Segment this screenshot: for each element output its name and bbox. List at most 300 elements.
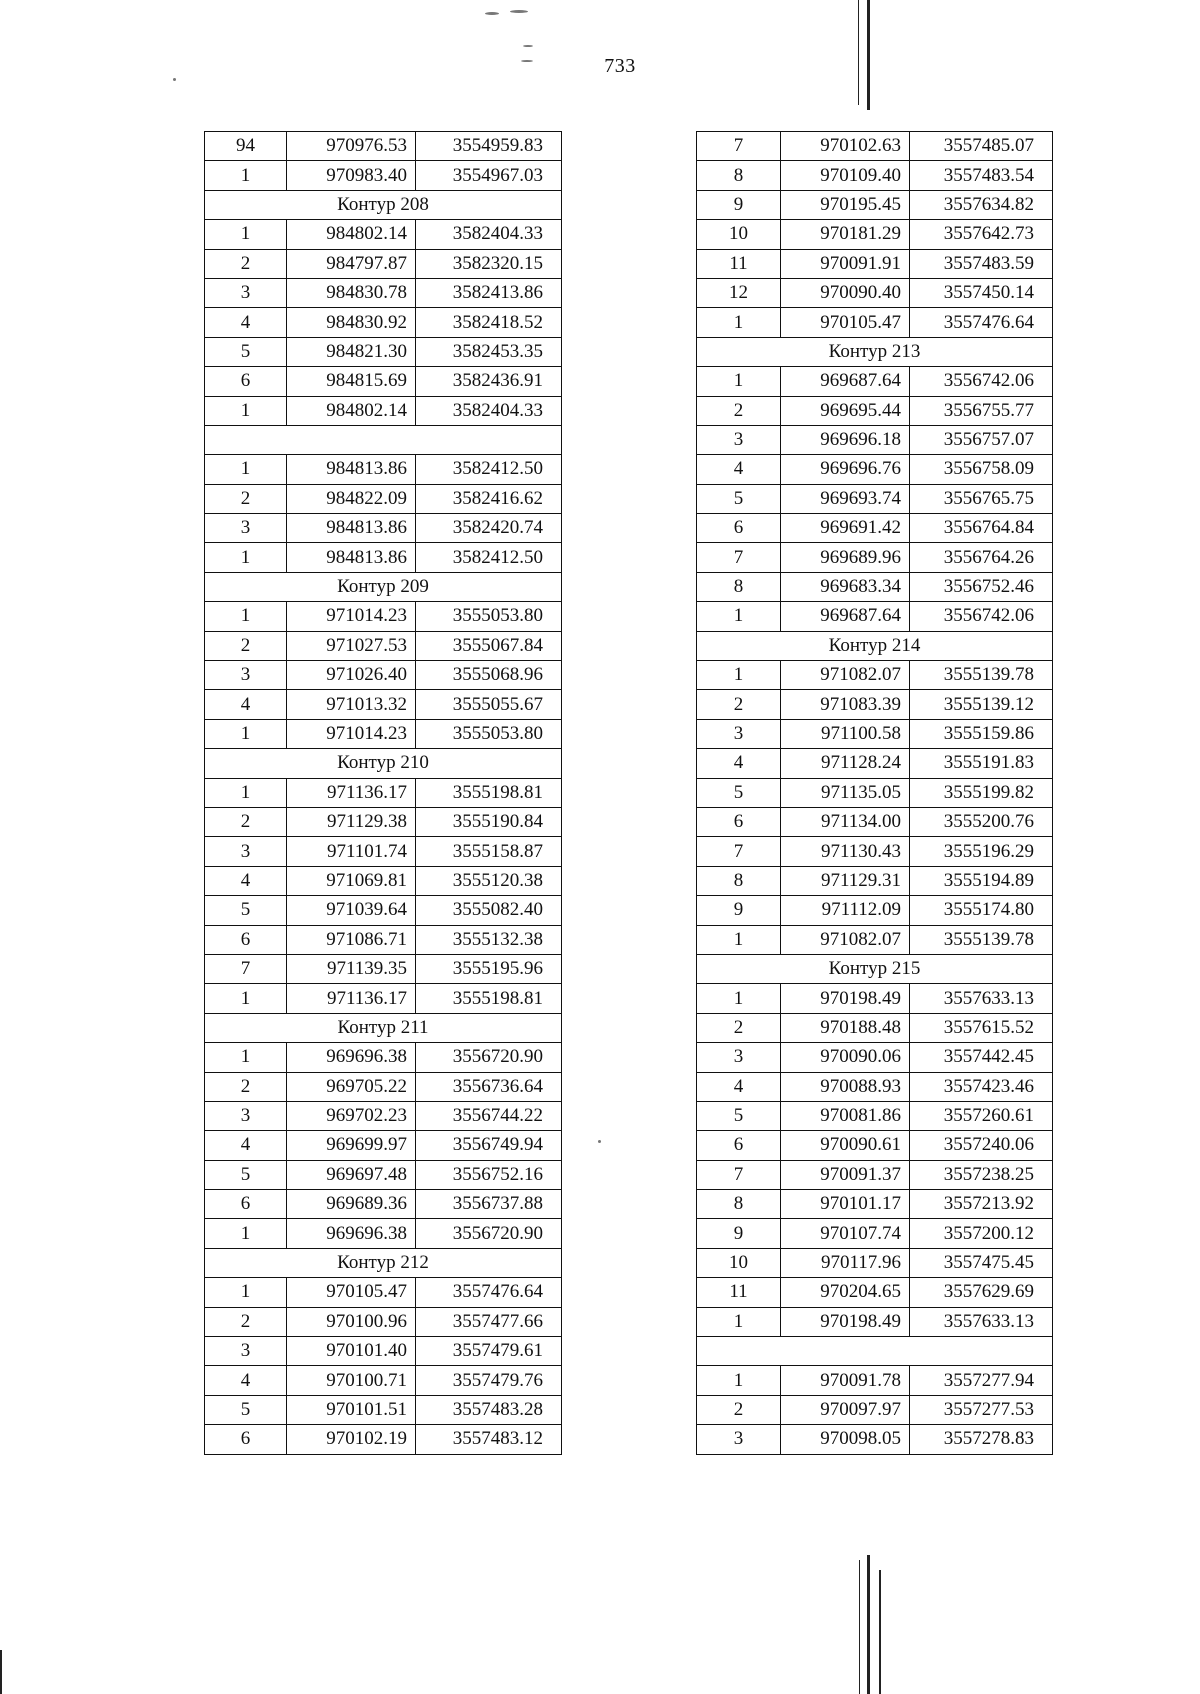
y-coordinate: 3557642.73: [910, 220, 1053, 249]
point-number: 1: [205, 778, 287, 807]
y-coordinate: 3555068.96: [416, 661, 562, 690]
x-coordinate: 970102.19: [287, 1425, 416, 1454]
point-number: 6: [205, 1190, 287, 1219]
coordinate-row: [697, 1395, 1053, 1424]
x-coordinate: 971082.07: [781, 661, 910, 690]
coordinate-row: [697, 543, 1053, 572]
y-coordinate: 3556752.46: [910, 572, 1053, 601]
y-coordinate: 3556744.22: [416, 1101, 562, 1130]
y-coordinate: 3556765.75: [910, 484, 1053, 513]
y-coordinate: 3555174.80: [910, 896, 1053, 925]
y-coordinate: 3557278.83: [910, 1425, 1053, 1454]
coordinate-row: [697, 308, 1053, 337]
coordinate-row: [697, 1278, 1053, 1307]
x-coordinate: 971139.35: [287, 954, 416, 983]
point-number: 4: [697, 455, 781, 484]
coordinate-row: [697, 1160, 1053, 1189]
x-coordinate: 970117.96: [781, 1248, 910, 1277]
x-coordinate: 971136.17: [287, 778, 416, 807]
y-coordinate: 3556720.90: [416, 1219, 562, 1248]
coordinate-row: [205, 1131, 562, 1160]
point-number: 4: [205, 866, 287, 895]
x-coordinate: 970204.65: [781, 1278, 910, 1307]
contour-title: [697, 1337, 1053, 1366]
coordinate-row: [697, 190, 1053, 219]
point-number: 1: [205, 161, 287, 190]
y-coordinate: 3555055.67: [416, 690, 562, 719]
coordinate-row: [205, 837, 562, 866]
coordinate-row: [697, 425, 1053, 454]
contour-header-row: [697, 954, 1053, 983]
coordinate-row: [205, 514, 562, 543]
point-number: 1: [697, 925, 781, 954]
scan-speck: [173, 78, 176, 81]
point-number: 10: [697, 220, 781, 249]
x-coordinate: 971129.38: [287, 807, 416, 836]
point-number: 4: [205, 1366, 287, 1395]
y-coordinate: 3582412.50: [416, 455, 562, 484]
point-number: 8: [697, 161, 781, 190]
y-coordinate: 3557450.14: [910, 278, 1053, 307]
scan-edge-line: [0, 1650, 2, 1694]
y-coordinate: 3556764.26: [910, 543, 1053, 572]
x-coordinate: 971086.71: [287, 925, 416, 954]
point-number: 7: [697, 132, 781, 161]
contour-header-row: [697, 337, 1053, 366]
x-coordinate: 970181.29: [781, 220, 910, 249]
scan-binding-line: [859, 1560, 860, 1694]
x-coordinate: 969687.64: [781, 602, 910, 631]
coordinate-row: [205, 337, 562, 366]
y-coordinate: 3582420.74: [416, 514, 562, 543]
y-coordinate: 3557240.06: [910, 1131, 1053, 1160]
y-coordinate: 3557423.46: [910, 1072, 1053, 1101]
y-coordinate: 3557476.64: [416, 1278, 562, 1307]
coordinate-row: [697, 661, 1053, 690]
coordinate-row: [205, 484, 562, 513]
scan-binding-line: [879, 1570, 881, 1694]
contour-title: Контур 209: [205, 572, 562, 601]
coordinate-row: [205, 690, 562, 719]
y-coordinate: 3557634.82: [910, 190, 1053, 219]
coordinate-row: [205, 1101, 562, 1130]
point-number: 3: [697, 425, 781, 454]
point-number: 1: [205, 1278, 287, 1307]
point-number: 5: [697, 1101, 781, 1130]
x-coordinate: 970188.48: [781, 1013, 910, 1042]
point-number: 1: [697, 602, 781, 631]
point-number: 1: [697, 308, 781, 337]
y-coordinate: 3582320.15: [416, 249, 562, 278]
coordinate-row: [205, 1043, 562, 1072]
coordinate-row: [205, 719, 562, 748]
coordinates-table-right: [696, 131, 1053, 1455]
coordinate-row: [697, 572, 1053, 601]
x-coordinate: 971083.39: [781, 690, 910, 719]
contour-title: Контур 208: [205, 190, 562, 219]
y-coordinate: 3557633.13: [910, 1307, 1053, 1336]
contour-header-row: [205, 190, 562, 219]
point-number: 3: [205, 661, 287, 690]
coordinate-row: [697, 1248, 1053, 1277]
coordinate-row: [205, 1160, 562, 1189]
coordinate-row: [205, 896, 562, 925]
coordinate-row: [697, 1219, 1053, 1248]
coordinate-row: [205, 661, 562, 690]
x-coordinate: 970105.47: [781, 308, 910, 337]
x-coordinate: 970195.45: [781, 190, 910, 219]
x-coordinate: 969696.76: [781, 455, 910, 484]
point-number: 4: [697, 1072, 781, 1101]
scan-speck: [521, 60, 533, 62]
y-coordinate: 3582418.52: [416, 308, 562, 337]
y-coordinate: 3555082.40: [416, 896, 562, 925]
y-coordinate: 3582453.35: [416, 337, 562, 366]
coordinate-row: [205, 308, 562, 337]
scan-binding-line: [867, 0, 870, 110]
point-number: 94: [205, 132, 287, 161]
point-number: 3: [205, 1337, 287, 1366]
coordinate-row: [205, 1190, 562, 1219]
x-coordinate: 970100.96: [287, 1307, 416, 1336]
point-number: 3: [205, 514, 287, 543]
x-coordinate: 971112.09: [781, 896, 910, 925]
y-coordinate: 3556749.94: [416, 1131, 562, 1160]
y-coordinate: 3555159.86: [910, 719, 1053, 748]
point-number: 1: [205, 1043, 287, 1072]
coordinate-row: [697, 132, 1053, 161]
point-number: 3: [205, 1101, 287, 1130]
x-coordinate: 971135.05: [781, 778, 910, 807]
coordinate-row: [205, 1307, 562, 1336]
x-coordinate: 971014.23: [287, 602, 416, 631]
point-number: 1: [697, 367, 781, 396]
scan-binding-line: [858, 0, 859, 105]
x-coordinate: 971101.74: [287, 837, 416, 866]
point-number: 2: [205, 631, 287, 660]
y-coordinate: 3556737.88: [416, 1190, 562, 1219]
point-number: 1: [205, 220, 287, 249]
point-number: 6: [697, 1131, 781, 1160]
contour-title: Контур 215: [697, 954, 1053, 983]
y-coordinate: 3554959.83: [416, 132, 562, 161]
coordinate-row: [697, 778, 1053, 807]
point-number: 2: [205, 1072, 287, 1101]
page-number: 733: [604, 55, 636, 77]
y-coordinate: 3557200.12: [910, 1219, 1053, 1248]
point-number: 1: [205, 984, 287, 1013]
x-coordinate: 970091.37: [781, 1160, 910, 1189]
y-coordinate: 3557477.66: [416, 1307, 562, 1336]
point-number: 1: [205, 719, 287, 748]
x-coordinate: 984813.86: [287, 543, 416, 572]
coordinate-row: [697, 1307, 1053, 1336]
contour-title: [205, 425, 562, 454]
y-coordinate: 3557277.94: [910, 1366, 1053, 1395]
point-number: 9: [697, 896, 781, 925]
coordinate-row: [697, 396, 1053, 425]
x-coordinate: 970105.47: [287, 1278, 416, 1307]
y-coordinate: 3555195.96: [416, 954, 562, 983]
y-coordinate: 3555132.38: [416, 925, 562, 954]
point-number: 3: [697, 1043, 781, 1072]
x-coordinate: 971134.00: [781, 807, 910, 836]
coordinate-row: [205, 1219, 562, 1248]
y-coordinate: 3556752.16: [416, 1160, 562, 1189]
point-number: 2: [205, 807, 287, 836]
point-number: 6: [205, 1425, 287, 1454]
point-number: 1: [697, 1307, 781, 1336]
scan-speck: [485, 12, 499, 15]
y-coordinate: 3555191.83: [910, 749, 1053, 778]
x-coordinate: 970198.49: [781, 984, 910, 1013]
coordinate-row: [697, 1072, 1053, 1101]
coordinate-row: [205, 1337, 562, 1366]
y-coordinate: 3555053.80: [416, 602, 562, 631]
point-number: 2: [697, 1013, 781, 1042]
point-number: 4: [205, 690, 287, 719]
y-coordinate: 3556757.07: [910, 425, 1053, 454]
coordinate-row: [697, 1366, 1053, 1395]
coordinate-row: [697, 749, 1053, 778]
point-number: 7: [697, 1160, 781, 1189]
point-number: 5: [205, 896, 287, 925]
point-number: 8: [697, 866, 781, 895]
point-number: 6: [697, 514, 781, 543]
y-coordinate: 3557475.45: [910, 1248, 1053, 1277]
coordinate-row: [205, 1425, 562, 1454]
coordinates-table-left-body: [205, 132, 562, 1455]
y-coordinate: 3582416.62: [416, 484, 562, 513]
y-coordinate: 3582404.33: [416, 220, 562, 249]
y-coordinate: 3555194.89: [910, 866, 1053, 895]
y-coordinate: 3556720.90: [416, 1043, 562, 1072]
y-coordinate: 3557277.53: [910, 1395, 1053, 1424]
coordinate-row: [205, 984, 562, 1013]
coordinates-table-left: [204, 131, 562, 1455]
x-coordinate: 970102.63: [781, 132, 910, 161]
y-coordinate: 3556742.06: [910, 367, 1053, 396]
coordinate-row: [205, 1366, 562, 1395]
contour-title: Контур 210: [205, 749, 562, 778]
coordinate-row: [205, 543, 562, 572]
point-number: 11: [697, 1278, 781, 1307]
point-number: 1: [205, 1219, 287, 1248]
contour-title: Контур 213: [697, 337, 1053, 366]
point-number: 2: [697, 396, 781, 425]
coordinate-row: [205, 1395, 562, 1424]
x-coordinate: 969696.18: [781, 425, 910, 454]
coordinate-row: [697, 925, 1053, 954]
x-coordinate: 971128.24: [781, 749, 910, 778]
x-coordinate: 984830.92: [287, 308, 416, 337]
x-coordinate: 970109.40: [781, 161, 910, 190]
scan-speck: [598, 1140, 601, 1143]
point-number: 8: [697, 1190, 781, 1219]
y-coordinate: 3555198.81: [416, 778, 562, 807]
x-coordinate: 984797.87: [287, 249, 416, 278]
x-coordinate: 984815.69: [287, 367, 416, 396]
y-coordinate: 3557213.92: [910, 1190, 1053, 1219]
x-coordinate: 969696.38: [287, 1219, 416, 1248]
y-coordinate: 3555196.29: [910, 837, 1053, 866]
y-coordinate: 3555139.78: [910, 925, 1053, 954]
y-coordinate: 3557260.61: [910, 1101, 1053, 1130]
x-coordinate: 970097.97: [781, 1395, 910, 1424]
point-number: 1: [205, 602, 287, 631]
coordinate-row: [205, 161, 562, 190]
x-coordinate: 971027.53: [287, 631, 416, 660]
contour-header-row: [205, 749, 562, 778]
contour-title: Контур 214: [697, 631, 1053, 660]
point-number: 1: [697, 661, 781, 690]
y-coordinate: 3557479.61: [416, 1337, 562, 1366]
coordinate-row: [205, 954, 562, 983]
coordinate-row: [697, 690, 1053, 719]
contour-header-row: [205, 572, 562, 601]
coordinate-row: [697, 1101, 1053, 1130]
x-coordinate: 969689.96: [781, 543, 910, 572]
x-coordinate: 984802.14: [287, 396, 416, 425]
coordinate-row: [697, 278, 1053, 307]
coordinate-row: [205, 866, 562, 895]
x-coordinate: 971014.23: [287, 719, 416, 748]
y-coordinate: 3555199.82: [910, 778, 1053, 807]
y-coordinate: 3557476.64: [910, 308, 1053, 337]
y-coordinate: 3557615.52: [910, 1013, 1053, 1042]
point-number: 5: [205, 1160, 287, 1189]
x-coordinate: 971136.17: [287, 984, 416, 1013]
coordinate-row: [205, 925, 562, 954]
y-coordinate: 3555158.87: [416, 837, 562, 866]
coordinate-row: [697, 484, 1053, 513]
coordinate-row: [205, 1072, 562, 1101]
point-number: 6: [205, 925, 287, 954]
x-coordinate: 984830.78: [287, 278, 416, 307]
x-coordinate: 969695.44: [781, 396, 910, 425]
x-coordinate: 970101.17: [781, 1190, 910, 1219]
coordinate-row: [697, 602, 1053, 631]
y-coordinate: 3557485.07: [910, 132, 1053, 161]
y-coordinate: 3582413.86: [416, 278, 562, 307]
coordinate-row: [205, 631, 562, 660]
x-coordinate: 970107.74: [781, 1219, 910, 1248]
contour-title: Контур 212: [205, 1248, 562, 1277]
y-coordinate: 3582404.33: [416, 396, 562, 425]
point-number: 2: [205, 249, 287, 278]
coordinate-row: [697, 514, 1053, 543]
y-coordinate: 3557483.12: [416, 1425, 562, 1454]
y-coordinate: 3555139.12: [910, 690, 1053, 719]
y-coordinate: 3557238.25: [910, 1160, 1053, 1189]
y-coordinate: 3555139.78: [910, 661, 1053, 690]
point-number: 3: [697, 1425, 781, 1454]
coordinate-row: [697, 807, 1053, 836]
point-number: 5: [697, 484, 781, 513]
point-number: 7: [697, 837, 781, 866]
coordinate-row: [697, 719, 1053, 748]
coordinate-row: [697, 896, 1053, 925]
point-number: 7: [697, 543, 781, 572]
coordinate-row: [697, 220, 1053, 249]
coordinate-row: [205, 220, 562, 249]
contour-header-row: [205, 1013, 562, 1042]
point-number: 3: [205, 837, 287, 866]
coordinate-row: [205, 396, 562, 425]
x-coordinate: 970091.91: [781, 249, 910, 278]
point-number: 12: [697, 278, 781, 307]
point-number: 5: [697, 778, 781, 807]
coordinates-table-right-body: [697, 132, 1053, 1455]
coordinate-row: [205, 278, 562, 307]
x-coordinate: 971026.40: [287, 661, 416, 690]
x-coordinate: 970090.40: [781, 278, 910, 307]
point-number: 1: [205, 543, 287, 572]
x-coordinate: 984802.14: [287, 220, 416, 249]
contour-header-row: [697, 631, 1053, 660]
x-coordinate: 971039.64: [287, 896, 416, 925]
x-coordinate: 970976.53: [287, 132, 416, 161]
coordinate-row: [205, 249, 562, 278]
coordinate-row: [697, 367, 1053, 396]
x-coordinate: 969693.74: [781, 484, 910, 513]
point-number: 5: [205, 1395, 287, 1424]
x-coordinate: 971100.58: [781, 719, 910, 748]
scan-binding-line: [867, 1555, 870, 1694]
coordinate-row: [205, 132, 562, 161]
x-coordinate: 969705.22: [287, 1072, 416, 1101]
point-number: 2: [697, 1395, 781, 1424]
x-coordinate: 971082.07: [781, 925, 910, 954]
coordinate-row: [697, 1190, 1053, 1219]
x-coordinate: 984813.86: [287, 514, 416, 543]
y-coordinate: 3556758.09: [910, 455, 1053, 484]
y-coordinate: 3555053.80: [416, 719, 562, 748]
point-number: 4: [697, 749, 781, 778]
y-coordinate: 3582436.91: [416, 367, 562, 396]
coordinate-row: [697, 249, 1053, 278]
point-number: 9: [697, 190, 781, 219]
point-number: 2: [697, 690, 781, 719]
point-number: 6: [697, 807, 781, 836]
point-number: 8: [697, 572, 781, 601]
point-number: 9: [697, 1219, 781, 1248]
point-number: 1: [205, 455, 287, 484]
point-number: 1: [205, 396, 287, 425]
x-coordinate: 971129.31: [781, 866, 910, 895]
x-coordinate: 984813.86: [287, 455, 416, 484]
y-coordinate: 3555190.84: [416, 807, 562, 836]
y-coordinate: 3557629.69: [910, 1278, 1053, 1307]
x-coordinate: 971130.43: [781, 837, 910, 866]
y-coordinate: 3557479.76: [416, 1366, 562, 1395]
scan-speck: [510, 10, 528, 13]
y-coordinate: 3555198.81: [416, 984, 562, 1013]
x-coordinate: 970091.78: [781, 1366, 910, 1395]
coordinate-row: [205, 602, 562, 631]
contour-header-row: [205, 425, 562, 454]
x-coordinate: 971013.32: [287, 690, 416, 719]
x-coordinate: 969691.42: [781, 514, 910, 543]
point-number: 4: [205, 308, 287, 337]
coordinate-row: [697, 455, 1053, 484]
point-number: 1: [697, 1366, 781, 1395]
x-coordinate: 969699.97: [287, 1131, 416, 1160]
x-coordinate: 971069.81: [287, 866, 416, 895]
x-coordinate: 969683.34: [781, 572, 910, 601]
contour-header-row: [205, 1248, 562, 1277]
point-number: 3: [697, 719, 781, 748]
